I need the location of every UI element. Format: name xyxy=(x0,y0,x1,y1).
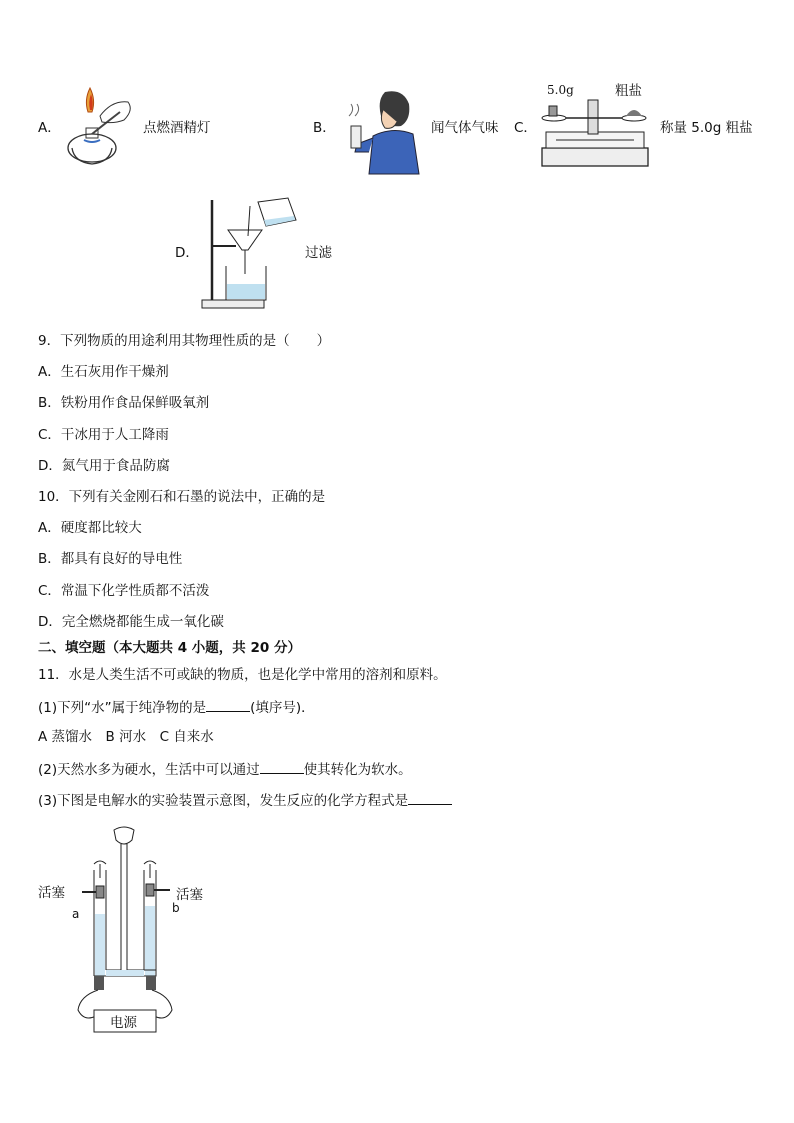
q10-option-c: C．常温下化学性质都不活泼 xyxy=(38,583,210,599)
tube-b-label: b xyxy=(172,901,180,915)
option-b-label: B． xyxy=(313,120,336,136)
q9-option-d: D．氮气用于食品防腐 xyxy=(38,458,170,474)
option-c-label: C． xyxy=(514,120,537,136)
option-c-text: 称量 5.0g 粗盐 xyxy=(660,120,753,136)
q11-part1 xyxy=(38,697,315,717)
q9-option-b: B．铁粉用作食品保鲜吸氧剂 xyxy=(38,395,210,411)
section-heading: 二、填空题（本大题共 4 小题，共 20 分） xyxy=(38,640,301,656)
option-a-text: 点燃酒精灯 xyxy=(143,120,211,136)
q9-option-a: A．生石灰用作干燥剂 xyxy=(38,364,169,380)
filtration-figure xyxy=(200,192,300,310)
q11-part1-after: (填序号)． xyxy=(250,700,315,716)
q9-option-c: C．干冰用于人工降雨 xyxy=(38,427,169,443)
q10-option-a: A．硬度都比较大 xyxy=(38,520,142,536)
q11-part3-before: (3)下图是电解水的实验装置示意图，发生反应的化学方程式是 xyxy=(38,793,409,809)
q11-part2 xyxy=(38,759,412,779)
q11-part2-after: 使其转化为软水。 xyxy=(303,762,412,778)
q11-part3 xyxy=(38,790,452,810)
q11-part2-blank[interactable] xyxy=(260,759,304,774)
q10-stem: 10．下列有关金刚石和石墨的说法中，正确的是 xyxy=(38,489,326,505)
right-valve-label: 活塞 xyxy=(176,887,203,903)
q10-option-b: B．都具有良好的导电性 xyxy=(38,551,183,567)
balance-scale-figure xyxy=(536,96,654,170)
q11-part1-before: (1)下列“水”属于纯净物的是 xyxy=(38,700,207,716)
electrolysis-apparatus-figure xyxy=(66,824,186,1034)
salt-label: 粗盐 xyxy=(615,83,642,99)
option-d-text: 过滤 xyxy=(305,245,332,261)
option-a-label: A． xyxy=(38,120,61,136)
option-d-label: D． xyxy=(175,245,199,261)
q11-part3-blank[interactable] xyxy=(408,790,452,805)
alcohol-lamp-figure xyxy=(62,82,142,172)
weight-label: 5.0g xyxy=(547,83,574,97)
tube-a-label: a xyxy=(72,907,80,921)
smelling-gas-figure xyxy=(343,86,423,174)
option-b-text: 闻气体气味 xyxy=(431,120,499,136)
power-supply-label: 电源 xyxy=(110,1015,137,1031)
q11-part1-choices: A 蒸馏水 B 河水 C 自来水 xyxy=(38,729,214,745)
q11-stem: 11．水是人类生活不可或缺的物质，也是化学中常用的溶剂和原料。 xyxy=(38,667,447,683)
q10-option-d: D．完全燃烧都能生成一氧化碳 xyxy=(38,614,224,630)
q11-part2-before: (2)天然水多为硬水，生活中可以通过 xyxy=(38,762,260,778)
q9-stem: 9．下列物质的用途利用其物理性质的是（ ） xyxy=(38,333,331,349)
left-valve-label: 活塞 xyxy=(38,885,65,901)
q11-part1-blank[interactable] xyxy=(206,697,250,712)
